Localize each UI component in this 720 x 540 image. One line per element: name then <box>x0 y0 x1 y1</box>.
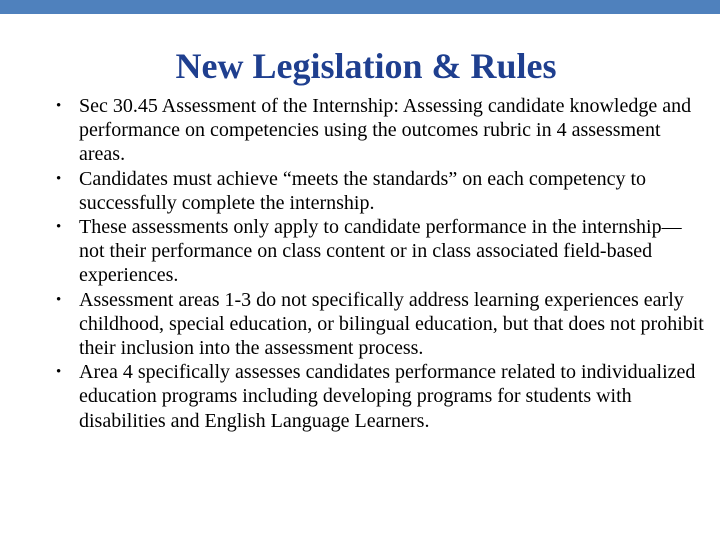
bullet-text: Candidates must achieve “meets the standards” on each competency to successfully complete the internship. <box>79 167 647 214</box>
slide-title: New Legislation & Rules <box>175 46 557 86</box>
bullet-icon: • <box>56 170 62 187</box>
bullet-text: Area 4 specifically assesses candidates performance related to individualized education programs including developing programs for students with disabilities and English Language Learners. <box>79 361 696 432</box>
bullet-item <box>56 215 704 288</box>
bullet-item <box>56 94 704 167</box>
bullet-item <box>56 288 704 361</box>
bullet-item <box>56 360 704 433</box>
bullet-text: Assessment areas 1-3 do not specifically address learning experiences early childhood, special education, or bilingual education, but that does not prohibit their inclusion into the assessment process. <box>79 288 704 360</box>
bullet-list <box>56 94 704 433</box>
bullet-item <box>56 167 704 215</box>
top-accent-bar <box>0 0 720 14</box>
bullet-icon: • <box>56 291 62 308</box>
bullet-icon: • <box>56 364 62 381</box>
bullet-text: These assessments only apply to candidate performance in the internship—not their performance on class content or in class associated field-based experiences. <box>79 216 682 287</box>
bullet-icon: • <box>56 98 62 114</box>
bullet-icon: • <box>56 219 62 236</box>
bullet-text: Sec 30.45 Assessment of the Internship: Assessing candidate knowledge and performance on competencies using the outcomes rubric in 4 assessment areas. <box>79 95 692 166</box>
